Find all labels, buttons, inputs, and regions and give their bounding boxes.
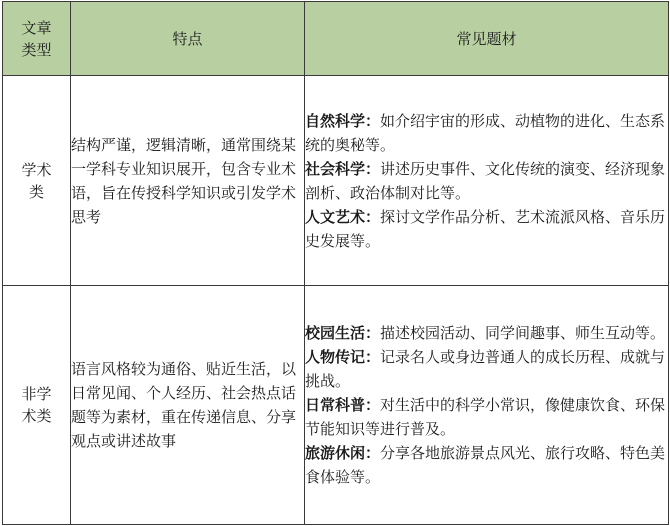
header-article-type-text: 文章类型 [21,18,52,59]
header-features: 特点 [71,2,305,76]
topic-entry [305,441,668,489]
row-type-cell [3,286,71,525]
table-row-non-academic [3,286,669,525]
row-features-text: 语言风格较为通俗、贴近生活，以日常见闻、个人经历、社会热点话题等为素材，重在传递信息、分享观点或讲述故事 [71,360,297,450]
topic-key: 人物传记： [305,348,381,366]
row-topics-cell [305,286,669,525]
header-article-type [3,2,71,76]
topic-text: 记录名人或身边普通人的成长历程、成就与挑战。 [305,348,666,390]
topic-key: 自然科学： [305,111,381,130]
table-header-row [3,2,669,76]
topic-key: 日常科普： [305,396,381,414]
topic-text: 分享各地旅游景点风光、旅行攻略、特色美食体验等。 [305,444,666,486]
topic-text: 探讨文学作品分析、艺术流派风格、音乐历史发展等。 [305,207,666,250]
row-topics-cell [305,76,669,286]
row-features-text: 结构严谨，逻辑清晰，通常围绕某一学科专业知识展开，包含专业术语，旨在传授科学知识或引发学术思考 [71,135,297,226]
row-features-cell [71,286,305,525]
topic-entry [305,109,668,157]
topic-entry [305,205,668,253]
row-type-label: 非学术类 [21,385,52,425]
table-row-academic [3,76,669,286]
topic-entry [305,393,668,441]
topic-text: 讲述历史事件、文化传统的演变、经济现象剖析、政治体制对比等。 [305,159,666,202]
row-features-cell [71,76,305,286]
row-type-cell [3,76,71,286]
topic-text: 对生活中的科学小常识，像健康饮食、环保节能知识等进行普及。 [305,396,666,438]
topic-key: 旅游休闲： [305,444,381,462]
article-type-table [2,1,669,525]
topic-entry [305,345,668,393]
topic-key: 社会科学： [305,159,381,178]
topic-key: 人文艺术： [305,207,381,226]
header-topics: 常见题材 [305,2,669,76]
row-type-label: 学术类 [21,160,52,201]
topic-entry [305,321,668,345]
topic-text: 描述校园活动、同学间趣事、师生互动等。 [380,324,666,342]
topic-key: 校园生活： [305,324,381,342]
topic-entry [305,157,668,205]
topic-text: 如介绍宇宙的形成、动植物的进化、生态系统的奥秘等。 [305,111,666,154]
